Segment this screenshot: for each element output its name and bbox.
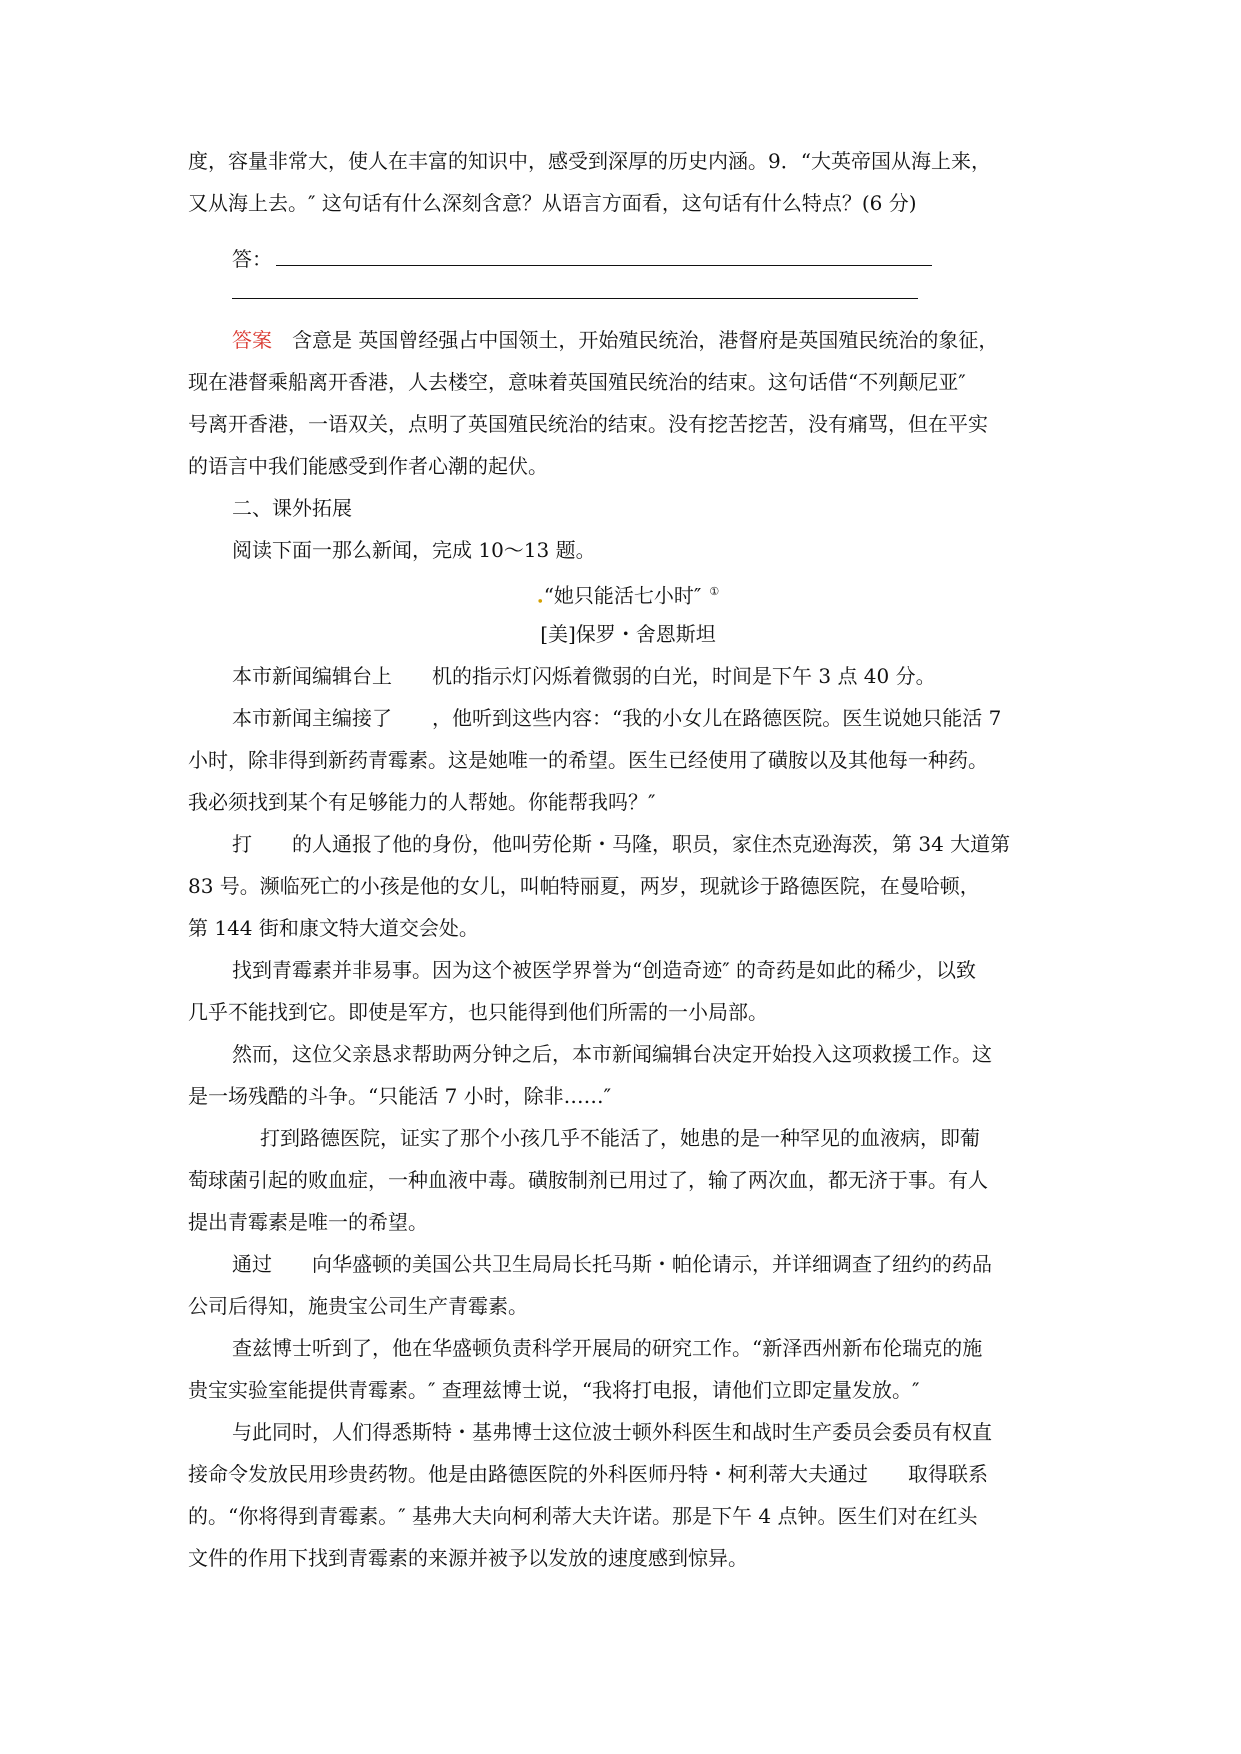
paragraph-3-line-2: 83 号。濒临死亡的小孩是他的女儿，叫帕特丽夏，两岁，现就诊于路德医院，在曼哈顿， xyxy=(188,874,980,898)
paragraph-2-line-3: 我必须找到某个有足够能力的人帮她。你能帮我吗？″ xyxy=(188,790,656,814)
paragraph-4-line-1: 找到青霉素并非易事。因为这个被医学界誉为“创造奇迹″ 的奇药是如此的稀少，以致 xyxy=(232,958,977,982)
paragraph-9-line-2: 接命令发放民用珍贵药物。他是由路德医院的外科医师丹特・柯利蒂大夫通过 取得联系 xyxy=(188,1462,988,1486)
title-marker: . xyxy=(536,583,544,608)
section-heading: 二、课外拓展 xyxy=(232,496,352,520)
paragraph-1: 本市新闻编辑台上 机的指示灯闪烁着微弱的白光，时间是下午 3 点 40 分。 xyxy=(232,664,936,688)
paragraph-3-line-3: 第 144 街和康文特大道交会处。 xyxy=(188,916,479,940)
answer-label: 答： xyxy=(232,247,272,271)
paragraph-2-line-1: 本市新闻主编接了 ，他听到这些内容：“我的小女儿在路德医院。医生说她只能活 7 xyxy=(232,706,1002,730)
paragraph-2-line-2: 小时，除非得到新药青霉素。这是她唯一的希望。医生已经使用了磺胺以及其他每一种药。 xyxy=(188,748,988,772)
answer-row xyxy=(188,224,1068,280)
document-page xyxy=(188,140,1068,1579)
paragraph-6-line-1: 打到路德医院，证实了那个小孩几乎不能活了，她患的是一种罕见的血液病，即葡 xyxy=(260,1126,980,1150)
article-author: [美]保罗・舍恩斯坦 xyxy=(540,622,716,646)
paragraph-8-line-1: 查兹博士听到了，他在华盛顿负责科学开展局的研究工作。“新泽西州新布伦瑞克的施 xyxy=(232,1336,983,1360)
reading-instruction: 阅读下面一那么新闻，完成 10～13 题。 xyxy=(232,538,596,562)
paragraph-9-line-4: 文件的作用下找到青霉素的来源并被予以发放的速度感到惊异。 xyxy=(188,1546,748,1570)
paragraph-9-line-1: 与此同时，人们得悉斯特・基弗博士这位波士顿外科医生和战时生产委员会委员有权直 xyxy=(232,1420,992,1444)
title-text: “她只能活七小时″ xyxy=(543,583,702,608)
answer-line-4: 的语言中我们能感受到作者心潮的起伏。 xyxy=(188,454,548,478)
paragraph-6-line-3: 提出青霉素是唯一的希望。 xyxy=(188,1210,428,1234)
paragraph-5-line-1: 然而，这位父亲恳求帮助两分钟之后，本市新闻编辑台决定开始投入这项救援工作。这 xyxy=(232,1042,992,1066)
paragraph-3-line-1: 打 的人通报了他的身份，他叫劳伦斯・马隆，职员，家住杰克逊海茨，第 34 大道第 xyxy=(232,832,1011,856)
question-line-2: 又从海上去。″ 这句话有什么深刻含意？从语言方面看，这句话有什么特点？(6 分) xyxy=(188,191,917,215)
paragraph-7-line-1: 通过 向华盛顿的美国公共卫生局局长托马斯・帕伦请示，并详细调查了纽约的药品 xyxy=(232,1252,992,1276)
paragraph-9-line-3: 的。“你将得到青霉素。″ 基弗大夫向柯利蒂大夫许诺。那是下午 4 点钟。医生们对在红头 xyxy=(188,1504,978,1528)
paragraph-5-line-2: 是一场残酷的斗争。“只能活 7 小时，除非……″ xyxy=(188,1084,612,1108)
answer-line-3: 号离开香港，一语双关，点明了英国殖民统治的结束。没有挖苦挖苦，没有痛骂，但在平实 xyxy=(188,412,988,436)
answer-tag: 答案 xyxy=(232,328,272,352)
paragraph-7-line-2: 公司后得知，施贵宝公司生产青霉素。 xyxy=(188,1294,528,1318)
answer-blank-line-1 xyxy=(276,265,932,266)
question-line-1: 度，容量非常大，使人在丰富的知识中，感受到深厚的历史内涵。9．“大英帝国从海上来， xyxy=(188,149,991,173)
footnote-marker: ① xyxy=(709,585,720,598)
answer-line-1 xyxy=(188,319,1068,361)
answer-text-1: 含意是 英国曾经强占中国领土，开始殖民统治，港督府是英国殖民统治的象征， xyxy=(272,328,999,352)
answer-blank-line-2 xyxy=(232,298,918,299)
paragraph-8-line-2: 贵宝实验室能提供青霉素。″ 查理兹博士说，“我将打电报，请他们立即定量发放。″ xyxy=(188,1378,920,1402)
paragraph-6-line-2: 萄球菌引起的败血症，一种血液中毒。磺胺制剂已用过了，输了两次血，都无济于事。有人 xyxy=(188,1168,988,1192)
paragraph-4-line-2: 几乎不能找到它。即使是军方，也只能得到他们所需的一小局部。 xyxy=(188,1000,768,1024)
answer-line-2: 现在港督乘船离开香港，人去楼空，意味着英国殖民统治的结束。这句话借“不列颠尼亚″ xyxy=(188,370,966,394)
article-title xyxy=(188,571,1068,613)
